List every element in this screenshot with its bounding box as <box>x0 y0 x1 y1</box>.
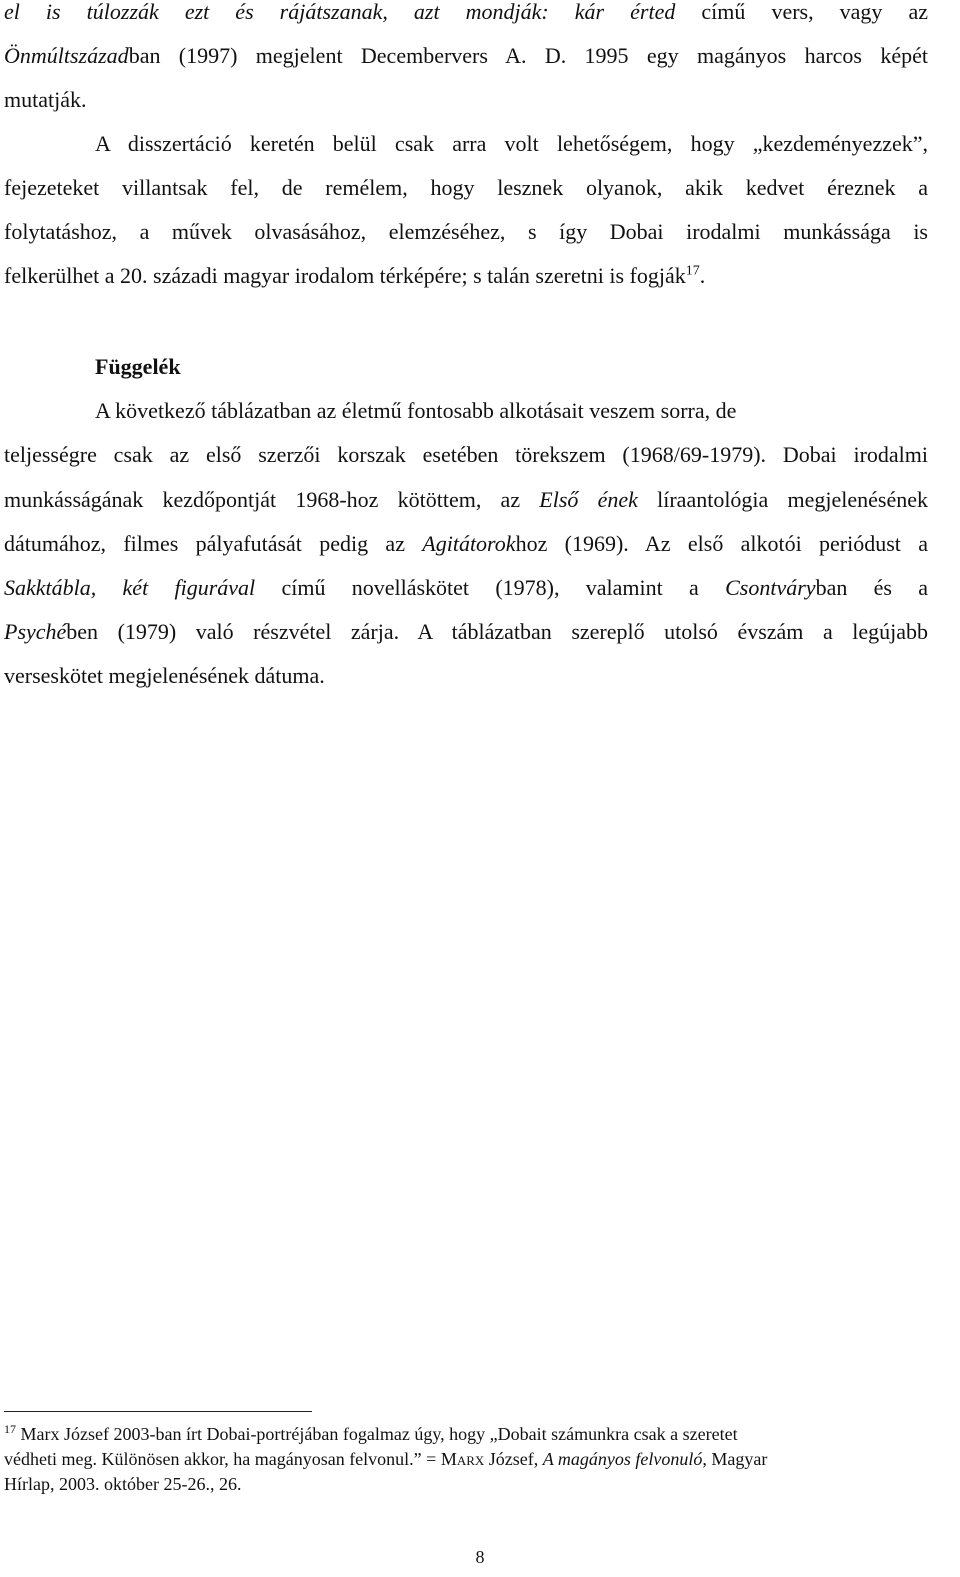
article-title: A magányos felvonuló <box>542 1449 703 1469</box>
paragraph1-line3: mutatják. <box>4 87 87 112</box>
section-line1: A következő táblázatban az életmű fontosabb alkotásait veszem sorra, de <box>95 398 737 423</box>
paragraph2-line2: fejezeteket villantsak fel, de remélem, hogy lesznek olyanok, akik kedvet éreznek a <box>4 175 928 200</box>
section-line7: verseskötet megjelenésének dátuma. <box>4 663 325 688</box>
section-line5: Sakktábla, két figurával című novelláskötet (1978), valamint a Csontváryban és a <box>4 575 929 600</box>
section-line2: teljességre csak az első szerzői korszak esetében törekszem (1968/69-1979). Dobai irodalmi <box>4 442 928 467</box>
footnote-number: 17 <box>4 1422 16 1436</box>
section-heading: Függelék <box>95 354 181 379</box>
paragraph2-line4: felkerülhet a 20. századi magyar irodalom térképére; s talán szeretni is fogják$^{17}$. <box>4 263 706 288</box>
work-title-csontvary: Csontváry <box>725 575 816 600</box>
section-line4: dátumához, filmes pályafutását pedig az Agitátorokhoz (1969). Az első alkotói periódust a <box>4 531 928 556</box>
footnote-line1: $^{17}$ Marx József 2003-ban írt Dobai-portréjában fogalmaz úgy, hogy „Dobait számunkra csak a szeretet <box>4 1422 738 1444</box>
paragraph2-line1: A disszertáció keretén belül csak arra volt lehetőségem, hogy „kezdeményezzek”, <box>95 131 928 156</box>
anthology-title: Első ének <box>539 487 638 512</box>
book-title: Önmúltszázad <box>4 43 129 68</box>
quoted-title: el is túlozzák ezt és rájátszanak, azt mondják: kár érted <box>4 0 676 24</box>
film-title: Agitátorok <box>422 531 516 556</box>
work-title-psyche: Psyché <box>4 619 67 644</box>
section-line6: Psychében (1979) való részvétel zárja. A táblázatban szereplő utolsó évszám a legújabb <box>4 619 928 644</box>
section-line3: munkásságának kezdőpontját 1968-hoz kötöttem, az Első ének líraantológia megjelenésének <box>4 487 929 512</box>
footnote-line2: védheti meg. Különösen akkor, ha magányosan felvonul.” = Marx József, A magányos felvonuló, Magyar <box>4 1449 768 1469</box>
footnote-reference[interactable]: 17 <box>685 263 700 279</box>
paragraph1-line1: el is túlozzák ezt és rájátszanak, azt mondják: kár érted című vers, vagy az <box>4 0 928 24</box>
footnote-separator <box>4 1411 312 1412</box>
footnote-line3: Hírlap, 2003. október 25-26., 26. <box>4 1474 242 1494</box>
paragraph1-line2: Önmúltszázadban (1997) megjelent Decembervers A. D. 1995 egy magányos harcos képét <box>4 43 928 68</box>
novella-title: Sakktábla, két figurával <box>4 575 256 600</box>
paragraph2-line3: folytatáshoz, a művek olvasásához, elemzéséhez, s így Dobai irodalmi munkássága is <box>4 219 928 244</box>
page-number: 8 <box>475 1547 485 1567</box>
